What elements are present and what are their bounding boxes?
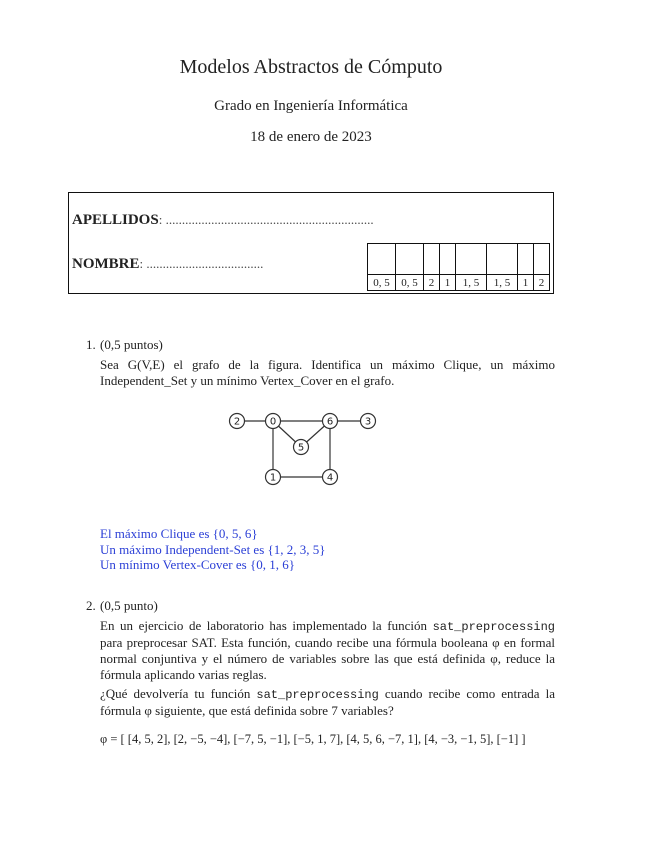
svg-text:0: 0: [269, 416, 277, 428]
svg-text:5: 5: [297, 442, 305, 454]
q1-text: Sea G(V,E) el grafo de la figura. Identifica un máximo Clique, un máximo Independent_Set y un mínimo Vertex_Cover en el grafo.: [100, 357, 555, 388]
svg-text:4: 4: [326, 472, 334, 484]
q2-points: (0,5 punto): [100, 598, 158, 613]
surname-dots: : ................................................................: [158, 212, 374, 227]
grade-value: 0, 5: [396, 275, 424, 291]
grade-value: 1: [440, 275, 456, 291]
grade-value: 1, 5: [487, 275, 518, 291]
q1-answer-independent-set: Un máximo Independent-Set es {1, 2, 3, 5}: [100, 542, 326, 557]
q2-paragraph-2: [100, 686, 555, 719]
document-title: Modelos Abstractos de Cómputo: [179, 56, 443, 78]
grade-blank-row: [368, 244, 550, 275]
q1-answer-clique: El máximo Clique es {0, 5, 6}: [100, 526, 258, 541]
svg-text:6: 6: [326, 416, 334, 428]
graph-node-4: [323, 470, 338, 485]
grade-values-row: [368, 275, 550, 291]
grade-value: 1, 5: [456, 275, 487, 291]
graph-node-0: [266, 414, 281, 429]
graph-node-1: [266, 470, 281, 485]
grade-cell: [424, 244, 440, 275]
document-date: 18 de enero de 2023: [250, 129, 372, 145]
surname-field: [72, 212, 374, 229]
function-name: sat_preprocessing: [432, 620, 555, 634]
q1-graph: [220, 405, 390, 490]
q2-p1-end: para preprocesar SAT. Esta función, cuando recibe una fórmula booleana φ en formal normal conjuntiva y el número de variables sobre las que está definida φ, reduce la fórmula aplicando varias reglas.: [100, 635, 555, 682]
graph-node-6: [323, 414, 338, 429]
grade-cell: [518, 244, 534, 275]
name-label: NOMBRE: [72, 256, 140, 272]
q1-points: (0,5 puntos): [100, 337, 163, 352]
grade-value: 2: [534, 275, 550, 291]
graph-node-3: [361, 414, 376, 429]
q2-formula: φ = [ [4, 5, 2], [2, −5, −4], [−7, 5, −1], [−5, 1, 7], [4, 5, 6, −7, 1], [4, −3, −1, 5], [−1] ]: [100, 732, 526, 746]
svg-text:1: 1: [269, 472, 277, 484]
q2-p1-start: En un ejercicio de laboratorio has implementado la función: [100, 618, 433, 633]
q2-paragraph-1: [100, 618, 555, 683]
grade-cell: [487, 244, 518, 275]
graph-node-5: [294, 440, 309, 455]
grade-table: [367, 243, 550, 291]
function-name: sat_preprocessing: [256, 688, 379, 702]
name-field: [72, 256, 263, 273]
grade-cell: [456, 244, 487, 275]
name-dots: : ....................................: [139, 256, 264, 271]
grade-cell: [440, 244, 456, 275]
grade-cell: [396, 244, 424, 275]
svg-text:2: 2: [233, 416, 241, 428]
q1-answer-vertex-cover: Un mínimo Vertex-Cover es {0, 1, 6}: [100, 557, 295, 572]
grade-cell: [534, 244, 550, 275]
q2-number: 2.: [86, 598, 96, 613]
grade-value: 0, 5: [368, 275, 396, 291]
q2-p2-start: ¿Qué devolvería tu función: [100, 686, 257, 701]
grade-value: 2: [424, 275, 440, 291]
q1-number: 1.: [86, 337, 96, 352]
grade-cell: [368, 244, 396, 275]
grade-value: 1: [518, 275, 534, 291]
q2-p2-end: cuando recibe como entrada la fórmula φ siguiente, que está definida sobre 7 variables?: [100, 686, 555, 718]
surname-label: APELLIDOS: [72, 212, 159, 228]
svg-text:3: 3: [364, 416, 372, 428]
graph-node-2: [230, 414, 245, 429]
document-subtitle: Grado en Ingeniería Informática: [214, 98, 408, 114]
